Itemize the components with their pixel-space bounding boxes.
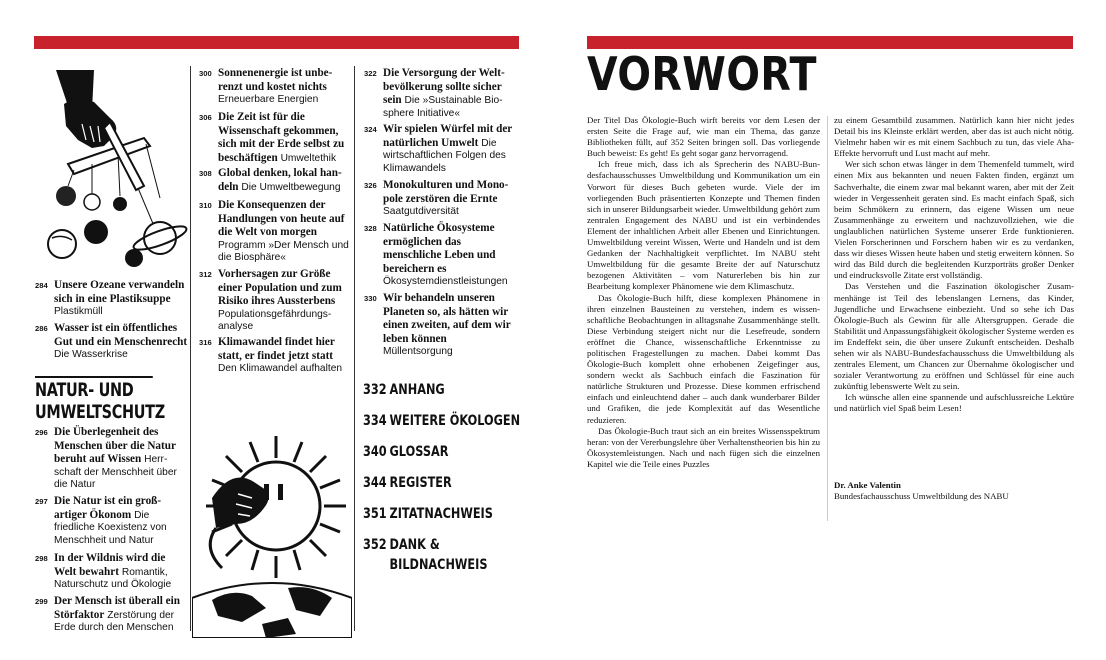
- page-number: 296: [35, 428, 48, 437]
- entry-title: Die Versorgung der Weltbevölkerung sollte sicher sein: [383, 67, 505, 107]
- entry-description: Müllentsorgung: [383, 346, 453, 358]
- entry-description: Die Umweltbewegung: [241, 181, 341, 193]
- appendix-entry: [363, 412, 520, 430]
- paragraph: zu einem Gesamtbild zusammen. Natürlich kann hier nicht jedes Detail bis ins Kleinste erklärt werden, aber das ist auch nicht nötig. Vielmehr haben wir es mit einem Sachbuch zu tun, das viele Aha-Effekte hervorruft und Lust macht auf mehr.: [834, 115, 1074, 159]
- paragraph: Der Titel Das Ökologie-Buch wirft bereits vor dem Lesen der ersten Seite die Frage auf, wie man ein Thema, das ganze Bibliotheken füllt, auf 352 Seiten bringen soll. Das vorliegende Buch beweist: Es geht! Es geht sogar ganz hervorragend.: [587, 115, 820, 159]
- entry-title: Wir spielen Würfel mit der natürlichen Umwelt: [383, 123, 513, 149]
- toc-entry: [199, 268, 351, 334]
- page-number: 316: [199, 338, 212, 347]
- toc-entry: [199, 336, 351, 376]
- paragraph: Ich wünsche allen eine spannende und aufschlussreiche Lektüre und natürlich viel Spaß beim Lesen!: [834, 392, 1074, 414]
- appendix-label: DANK &: [389, 537, 440, 553]
- appendix-label: REGISTER: [389, 475, 452, 491]
- entry-title: Sonnenenergie ist unberenzt und kostet nichts: [218, 67, 333, 93]
- toc-entry: [199, 67, 351, 107]
- entry-title: Unsere Ozeane verwandeln sich in eine Plastiksuppe: [54, 279, 185, 305]
- toc-entry: [35, 495, 187, 547]
- paragraph: Ich freue mich, dass ich als Sprecherin des NABU-Bundesfachausschusses Umweltbildung und Kommunikation um ein Vorwort für dieses Buch gebeten wurde. Viele der im vorliegenden Buch präsentierten Konzepte und Themen finden sich in unserer Bildungsarbeit wieder. Umweltbildung gehört zum zentralen Engagement des NABU und ist ein verbindendes Element der inhaltlichen Arbeit aller Ebenen und Einrichtungen. Umweltbildung vereint Wissen, Werte und Handeln und ist dem Gedanken der Nachhaltigkeit verpflichtet. Im NABU steht Umweltbildung für die gesamte Breite der auf Naturschutz bezogenen Aktivitäten – vom Naturerleben bis hin zur Bearbeitung komplexer Phänomene wie dem Klimaschutz.: [587, 159, 820, 292]
- toc-entry: [364, 292, 516, 359]
- appendix-entry: [363, 505, 493, 523]
- author-name: Dr. Anke Valentin: [834, 480, 901, 490]
- divider-middle: [354, 66, 355, 631]
- entry-title: Natürliche Ökosysteme ermöglichen das menschliche Leben und bereichern es: [383, 222, 496, 275]
- entry-title: Der Mensch ist überall ein Störfaktor: [54, 595, 180, 621]
- paragraph: Wer sich schon etwas länger in dem Themenfeld tummelt, wird einen Mix aus bekannten und neuen Fakten finden, ergänzt um Sachverhalte, die einem zwar mal bekannt waren, aber mit der Zeit wieder in Vergessenheit geraten sind. Es macht einfach Spaß, sich beim Schmökern zu erinnern, das eigene Wissen um neue Zusammenhänge zu erweitern und nachzuvollziehen, wie die unglaublichen natürlichen Systeme unserer Erde funktionieren. Vielen Forscherinnen und Forschern haben wir es zu verdanken, dass wir dieses Wissen heute haben und stetig erweitern können. So wird das Bild durch die begleitenden Kurzporträts großer Denker und eindrucksvolle Zitate erst vollständig.: [834, 159, 1074, 281]
- page-number: 297: [35, 497, 48, 506]
- entry-description: Herrschaft der Menschheit über die Natur: [54, 454, 177, 491]
- appendix-entry: [363, 443, 448, 461]
- page-number: 324: [364, 125, 377, 134]
- puppet-planets-illustration: [34, 66, 190, 276]
- page-number: 328: [364, 224, 377, 233]
- entry-title: Klimawandel findet hier statt, er findet jetzt statt: [218, 336, 335, 362]
- page-number: 284: [35, 281, 48, 290]
- entry-title: Die Zeit ist für die Wissenschaft gekommen, sich mit der Erde selbst zu beschäftigen: [218, 111, 345, 164]
- appendix-label: GLOSSAR: [389, 444, 449, 460]
- entry-title: Die Natur ist ein großartiger Ökonom: [54, 495, 162, 521]
- toc-entry: [35, 426, 187, 492]
- toc-entry: [35, 279, 187, 319]
- section-heading: [35, 376, 165, 424]
- red-bar-left: [34, 36, 519, 49]
- entry-description: Populationsgefährdungsanalyse: [218, 308, 332, 333]
- page-number: 286: [35, 324, 48, 333]
- entry-description: Programm »Der Mensch und die Biosphäre«: [218, 239, 349, 264]
- toc-entry: [35, 322, 188, 362]
- entry-description: Zerstörung der Erde durch den Menschen: [54, 609, 175, 634]
- paragraph: Das Verstehen und die Faszination ökologischer Zusammenhänge ist Teil des lebenslangen Lernens, das Kinder, Jugendliche und Erwachsene einbezieht. Und so sehe ich Das Ökologie-Buch als Gewinn für alle Altersgruppen. Gerade die Stabilität und Anpassungsfähigkeit ökologischer Systeme werden es im Endeffekt sein, die über unsere Zukunft entscheiden. Deshalb sehen wir als NABU-Bundesfachausschuss die Umweltbildung als zentrales Element, um Chancen zur Übernahme ökologischer und sozialer Verantwortung zu eröffnen und Schlüssel für eine auch zukünftig lebenswerte Welt zu sein.: [834, 281, 1074, 392]
- entry-title: Wasser ist ein öffentliches Gut und ein Menschenrecht: [54, 322, 188, 348]
- toc-entry: [364, 222, 516, 289]
- page-number: 322: [364, 69, 377, 78]
- page-number: 308: [199, 169, 212, 178]
- author-role: Bundesfachausschuss Umweltbildung des NABU: [834, 491, 1009, 501]
- sun-hand-illustration: [192, 428, 352, 638]
- toc-entry: [199, 167, 351, 194]
- divider-preface: [827, 116, 828, 521]
- entry-title: In der Wildnis wird die Welt bewahrt: [54, 552, 166, 578]
- page-number: 334: [363, 413, 387, 429]
- divider-left: [190, 66, 191, 631]
- appendix-label: ZITATNACHWEIS: [389, 506, 493, 522]
- entry-title: Wir behandeln unseren Planeten so, als hätten wir einen zweiten, auf dem wir leben können: [383, 292, 511, 345]
- page-number: 312: [199, 270, 212, 279]
- entry-description: Umweltethik: [280, 152, 337, 164]
- toc-entry: [199, 111, 351, 165]
- entry-description: Ökosystemdienstleistungen: [383, 276, 508, 288]
- appendix-entry: [363, 381, 445, 399]
- entry-title: Die Überlegenheit des Menschen über die Natur beruht auf Wissen: [54, 426, 176, 466]
- entry-description: Den Klimawandel aufhalten: [218, 363, 343, 375]
- toc-entry: [364, 123, 516, 175]
- page-number: 306: [199, 113, 212, 122]
- entry-description: Die »Sustainable Biosphere Initiative«: [383, 95, 503, 119]
- page-number: 298: [35, 554, 48, 563]
- page-number: 330: [364, 294, 377, 303]
- entry-description: Die Wasserkrise: [54, 349, 128, 361]
- section-heading-line2: UMWELTSCHUTZ: [35, 402, 165, 423]
- page-number: 352: [363, 537, 387, 553]
- page-number: 344: [363, 475, 387, 491]
- toc-entry: [364, 179, 516, 219]
- appendix-label: ANHANG: [389, 382, 445, 398]
- page-number: 351: [363, 506, 387, 522]
- page-number: 310: [199, 201, 212, 210]
- toc-entry: [35, 595, 187, 635]
- paragraph: Das Ökologie-Buch hilft, diese komplexen Phänomene in ihren einzelnen Bausteinen zu verstehen, indem es wissenschaftliche Beobachtungen in alltagsnahe Zusammenhänge stellt. Diese Verbindung steigert nicht nur die Lesefreude, sondern eröffnet die Chance, wissenschaftliche Erkenntnisse zu politischen Fragestellungen zu machen. Dabei kommt Das Ökologie-Buch komplett ohne erhobenen Zeigefinger aus, sondern weckt als Sachbuch einfach die Faszination für natürliche Strukturen und Prozesse. Diese kommen erfrischend einfach und einleuchtend daher – auch dank wunderbarer Bilder und Grafiken, die jede Komplexität auf das Wesentliche reduzieren.: [587, 292, 820, 425]
- entry-title: Die Konsequenzen der Handlungen von heute auf die Welt von morgen: [218, 199, 345, 239]
- page-title: VORWORT: [587, 47, 817, 101]
- page-number: 326: [364, 181, 377, 190]
- appendix-label: WEITERE ÖKOLOGEN: [389, 413, 521, 429]
- toc-entry: [35, 552, 187, 592]
- appendix-label: BILDNACHWEIS: [389, 557, 488, 573]
- paragraph: Das Ökologie-Buch traut sich an ein breites Wissensspektrum heran: von der Vererbungslehre über Verhaltenstheorien bis hin zu Ökosystemleistungen. Nach und nach fügen sich die einzelnen Kapitel wie die Teile eines Puzzles: [587, 425, 820, 469]
- entry-description: Plastikmüll: [54, 306, 103, 318]
- section-heading-line1: NATUR- UND: [35, 380, 134, 401]
- signature: [834, 480, 1009, 502]
- entry-title: Global denken, lokal handeln: [218, 167, 342, 193]
- page-number: 300: [199, 69, 212, 78]
- toc-entry: [364, 67, 516, 120]
- appendix-entry: [363, 474, 452, 492]
- page-number: 299: [35, 597, 48, 606]
- preface-column-2: [834, 115, 1074, 415]
- entry-title: Vorhersagen zur Größe einer Population und zum Risiko ihres Aussterbens: [218, 268, 342, 308]
- preface-column-1: [587, 115, 820, 470]
- entry-description: Saatgutdiversität: [383, 206, 459, 218]
- appendix-entry: [363, 536, 440, 554]
- entry-title: Monokulturen und Monopole zerstören die Ernte: [383, 179, 509, 205]
- entry-description: Romantik, Naturschutz und Ökologie: [54, 566, 172, 591]
- page-number: 332: [363, 382, 387, 398]
- toc-entry: [199, 199, 351, 265]
- entry-description: Die friedliche Koexistenz von Menschheit und Natur: [54, 509, 167, 546]
- page-number: 340: [363, 444, 387, 460]
- appendix-entry-continued: [363, 556, 487, 574]
- entry-description: Erneuerbare Energien: [218, 94, 319, 106]
- entry-description: Die wirtschaftlichen Folgen des Klimawandels: [383, 137, 506, 174]
